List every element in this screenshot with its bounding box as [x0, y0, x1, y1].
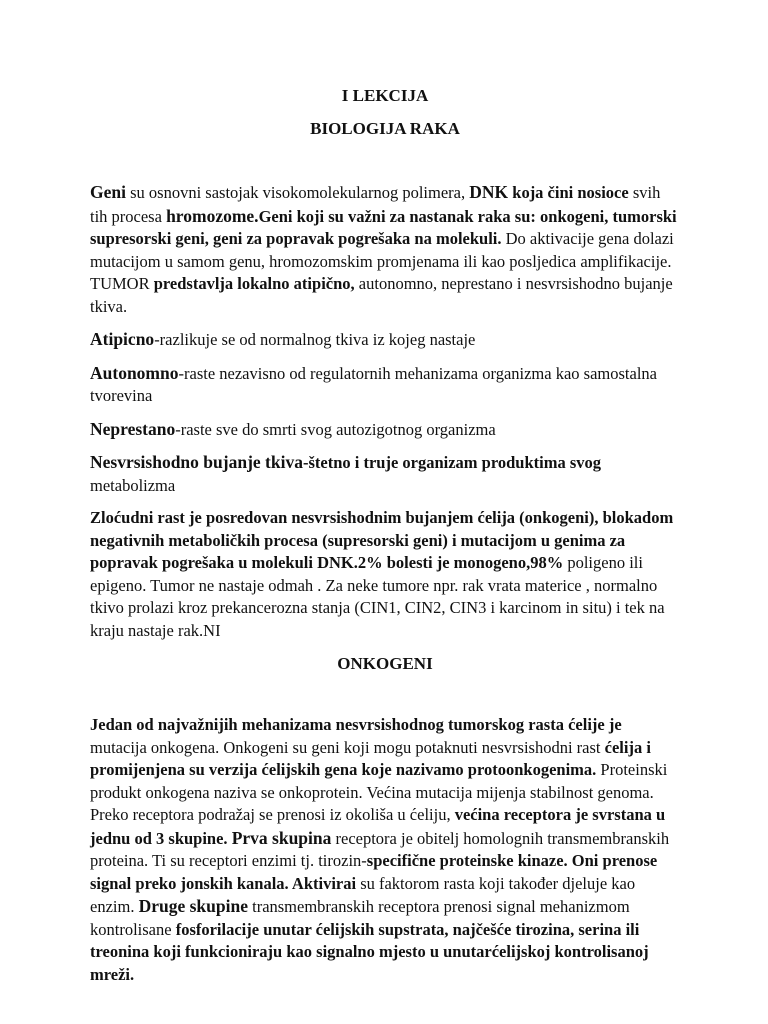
- definition-text: -razlikuje se od normalnog tkiva iz kojeg nastaje: [154, 330, 476, 349]
- text-run: receptora je obitelj homolognih transmembranskih proteina. Ti su receptori enzimi tj. tirozin-: [90, 828, 670, 870]
- definition-text-bold: -štetno i truje organizam produktima svog: [302, 453, 602, 472]
- term-prva-skupina: Prva skupina: [231, 827, 332, 848]
- definition-text: metabolizma: [90, 475, 176, 495]
- term-atipicno: Atipicno: [90, 329, 155, 349]
- definition-text: -raste sve do smrti svog autozigotnog organizma: [175, 419, 496, 439]
- paragraph-neprestano: [90, 418, 680, 442]
- text-run-bold: koja čini nosioce: [508, 183, 629, 202]
- text-run-bold: Jedan od najvažnijih mehanizama nesvrsishodnog tumorskog rasta ćelije je: [90, 715, 622, 734]
- text-run: su osnovni sastojak visokomolekularnog polimera,: [125, 183, 470, 202]
- text-run: transmembranskih receptora prenosi signal mehanizmom kontrolisane: [90, 897, 630, 939]
- text-run: autonomno, neprestano i nesvrsishodno bujanje tkiva.: [90, 274, 673, 316]
- text-run-bold: specifične proteinske kinaze. Oni prenose signal preko jonskih kanala. Aktivirai: [90, 851, 658, 893]
- text-run: poligeno ili epigeno. Tumor ne nastaje odmah . Za neke tumore npr. rak vrata materice , normalno tkivo prolazi kroz prekancerozna stanja (CIN1, CIN2, CIN3 i karcinom in situ) i tek na kraju nastaje rak.NI: [90, 553, 665, 640]
- text-run: svih tih procesa: [90, 183, 661, 226]
- document-title: BIOLOGIJA RAKA: [310, 119, 460, 138]
- text-run-bold: fosforilacije unutar ćelijskih supstrata, najčešće tirozina, serina ili treonina koji funkcioniraju kao signalno mjesto u unutarćelijskoj kontrolisanoj mreži.: [90, 919, 649, 984]
- paragraph-onkogeni: [90, 714, 680, 986]
- term-geni: Geni: [90, 182, 126, 202]
- text-run-bold: Zloćudni rast je posredovan nesvrsishodnim bujanjem ćelija (onkogeni), blokadom negativnih metaboličkih procesa (supresorski geni) i mutacijom u genima za popravak pogrešaka u molekuli DNK.2% bolesti je monogeno,98%: [90, 508, 674, 572]
- paragraph-zlocudni: [90, 507, 680, 642]
- text-run: Do aktivacije gena dolazi mutacijom u samom genu, hromozomskim promjenama ili kao posljedica amplifikacije. TUMOR: [90, 229, 674, 293]
- text-run: su faktorom rasta koji također djeluje kao enzim.: [90, 873, 636, 916]
- text-run-bold: većina receptora je svrstana u jednu od 3 skupine.: [90, 805, 666, 848]
- term-neprestano: Neprestano: [90, 418, 176, 439]
- definition-text: -raste nezavisno od regulatornih mehanizama organizma kao samostalna tvorevina: [90, 363, 657, 405]
- term-hromozome: hromozome.: [166, 205, 259, 226]
- paragraph-nesvrsishodno: [90, 451, 680, 497]
- term-autonomno: Autonomno: [90, 362, 179, 383]
- paragraph-atipicno: [90, 328, 680, 352]
- text-run: Proteinski produkt onkogena naziva se onkoprotein. Većina mutacija mijenja stabilnost genoma. Preko receptora podražaj se prenosi iz okoliša u ćeliju,: [90, 760, 668, 824]
- section-title-onkogeni: ONKOGENI: [337, 654, 433, 673]
- lesson-title: I LEKCIJA: [341, 86, 429, 105]
- term-dnk: DNK: [469, 182, 509, 202]
- text-run-bold: ćelija i promijenjena su verzija ćelijskih gena koje nazivamo protoonkogenima.: [90, 737, 651, 779]
- paragraph-autonomno: [90, 362, 680, 408]
- text-run-bold: predstavlja lokalno atipično,: [153, 274, 355, 293]
- term-druge-skupine: Druge skupine: [138, 896, 248, 916]
- text-run-bold: Geni koji su važni za nastanak raka su: onkogeni, tumorski supresorski geni, geni za popravak pogrešaka na molekuli.: [90, 206, 677, 248]
- term-nesvrsishodno: Nesvrsishodno bujanje tkiva: [90, 452, 303, 472]
- text-run: mutacija onkogena. Onkogeni su geni koji mogu potaknuti nesvrsishodni rast: [90, 737, 605, 757]
- paragraph-geni: [90, 181, 680, 318]
